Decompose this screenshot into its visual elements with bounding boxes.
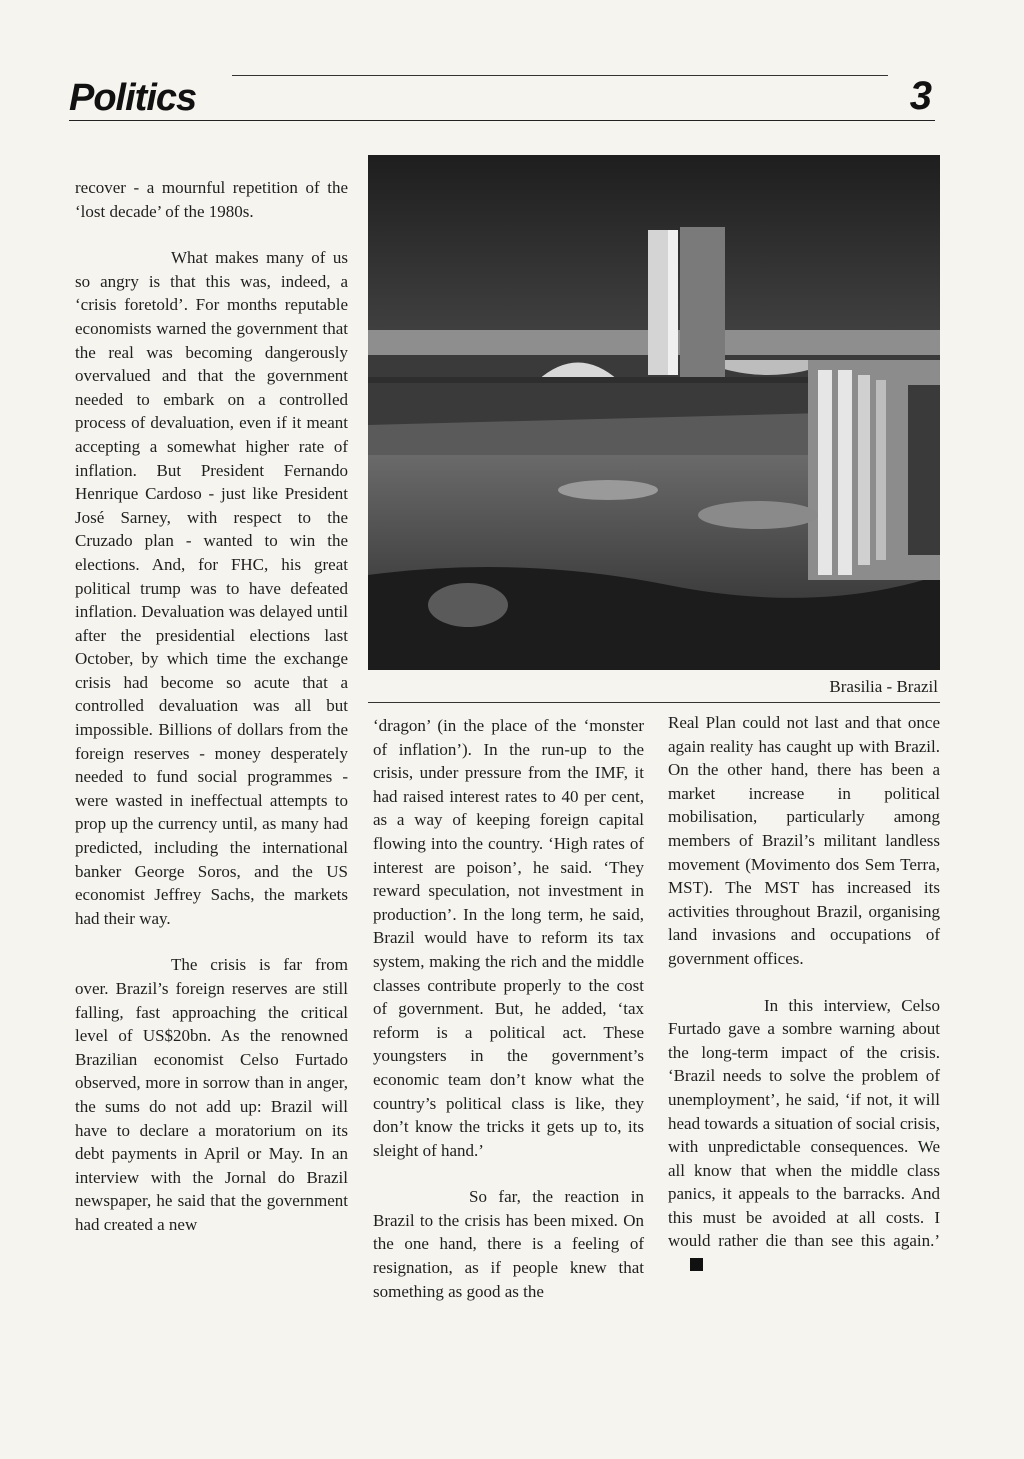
article-column-1 <box>75 176 348 1237</box>
paragraph: Real Plan could not last and that once again reality has caught up with Brazil. On the other hand, there has been a market increase in political mobilisation, particularly among members of Brazil’s militant landless movement (Movimento dos Sem Terra, MST). The MST has increased its activities throughout Brazil, organising land invasions and occupations of government offices. <box>668 713 940 968</box>
header-rule-top <box>232 75 888 76</box>
paragraph: What makes many of us so angry is that this was, indeed, a ‘crisis foretold’. For months reputable economists warned the government that the real was becoming dangerously overvalued and that the government needed to embark on a controlled process of devaluation, even if it meant accepting a somewhat higher rate of inflation. But President Fernando Henrique Cardoso - just like President José Sarney, with respect to the Cruzado plan - wanted to win the elections. And, for FHC, his great political trump was to have defeated inflation. Devaluation was delayed until after the presidential elections last October, by which time the exchange crisis had become so acute that a controlled devaluation was all but impossible. Billions of dollars from the foreign reserves - money desperately needed to fund social programmes - were wasted in ineffectual attempts to prop up the currency until, as many had predicted, including the international banker George Soros, and the US economist Jeffrey Sachs, the markets had their way. <box>75 248 348 928</box>
paragraph: ‘dragon’ (in the place of the ‘monster of inflation’). In the run-up to the crisis, under pressure from the IMF, it had raised interest rates to 40 per cent, as a way of keeping foreign capital flowing into the country. ‘High rates of interest are poison’, he said. ‘They reward speculation, not investment in production’. In the long term, he said, Brazil would have to reform its tax system, making the rich and the middle classes contribute properly to the cost of government. But, he added, ‘tax reform is a political act. These youngsters in the government’s economic team don’t know what the country’s political class is like, they don’t know the tricks it gets up to, its sleight of hand.’ <box>373 716 644 1160</box>
paragraph: recover - a mournful repetition of the ‘lost decade’ of the 1980s. <box>75 178 348 221</box>
end-of-article-mark <box>690 1258 703 1271</box>
article-column-2 <box>373 714 644 1303</box>
article-column-3 <box>668 711 940 1277</box>
section-title: Politics <box>69 77 197 119</box>
congress-building-image <box>368 155 940 670</box>
paragraph <box>668 994 940 1277</box>
page-number: 3 <box>909 74 932 118</box>
header-rule-bottom <box>69 120 935 121</box>
caption-rule <box>368 702 940 703</box>
paragraph-text: In this interview, Celso Furtado gave a sombre warning about the long-term impact of the crisis. ‘Brazil needs to solve the problem of unemployment’, he said, ‘if not, it will head towards a situation of social crisis, with unpredictable consequences. We all know that when the middle class panics, it appeals to the barracks. And this must be avoided at all costs. I would rather die than see this again.’ <box>668 995 940 1251</box>
paragraph: So far, the reaction in Brazil to the crisis has been mixed. On the one hand, there is a feeling of resignation, as if people knew that something as good as the <box>373 1187 644 1301</box>
brasilia-photo <box>368 155 940 670</box>
photo-caption: Brasilia - Brazil <box>829 677 938 696</box>
paragraph: The crisis is far from over. Brazil’s foreign reserves are still falling, fast approaching the critical level of US$20bn. As the renowned Brazilian economist Celso Furtado observed, more in sorrow than in anger, the sums do not add up: Brazil will have to declare a moratorium on its debt payments in April or May. In an interview with the Jornal do Brazil newspaper, he said that the government had created a new <box>75 955 348 1234</box>
